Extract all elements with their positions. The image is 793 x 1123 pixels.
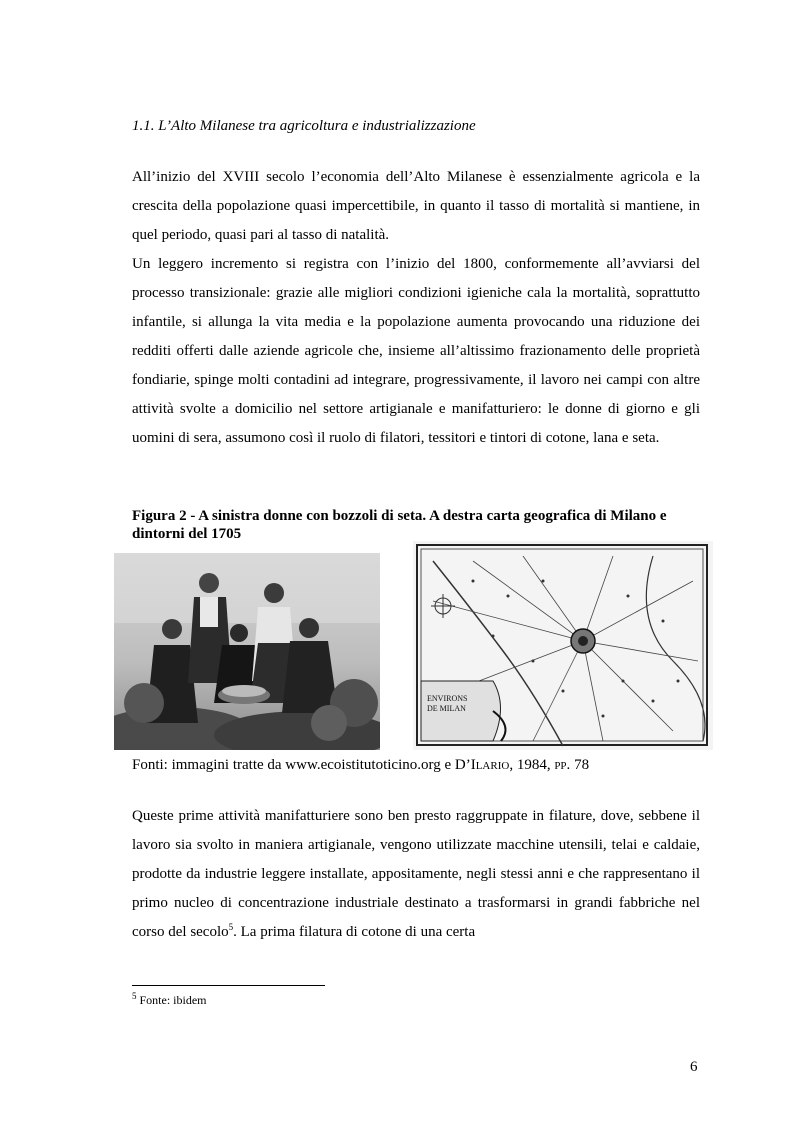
footnote (132, 992, 207, 1008)
sources-author: Ilario (470, 757, 510, 773)
footnote-text: Fonte: ibidem (136, 993, 207, 1007)
sources-page: 78 (570, 757, 590, 773)
photo-women-silk-cocoons (114, 553, 380, 750)
sources-pp: pp. (554, 757, 571, 773)
sources-prefix: Fonti: immagini tratte da www.ecoistitutoticino.org e D’ (132, 757, 471, 773)
footnote-ref[interactable]: 5 (228, 922, 234, 932)
paragraph-manufacturing-text-end: . La prima filatura di cotone di una certa (233, 924, 476, 940)
map-illustration (413, 541, 713, 750)
photo-illustration (114, 553, 380, 750)
footnote-number: 5 (132, 991, 137, 1001)
paragraph-transition: Un leggero incremento si registra con l’inizio del 1800, conformemente all’avviarsi del processo transizionale: grazie alle migliori condizioni igieniche cala la mortalità, soprattutto infantile, si allunga la vita media e la popolazione aumenta provocando una riduzione dei redditi offerti dalle aziende agricole che, insieme all’altissimo frazionamento delle proprietà fondiarie, spinge molti contadini ad integrare, progressivamente, il lavoro nei campi con altre attività svolte a domicilio nel settore artigianale e manifatturiero: le donne di giorno e gli uomini di sera, assumono così il ruolo di filatori, tessitori e tintori di cotone, lana e seta. (132, 256, 700, 446)
paragraph-manufacturing (132, 802, 700, 947)
sources-year: , 1984, (509, 757, 555, 773)
section-title: 1.1. L’Alto Milanese tra agricoltura e industrializzazione (132, 118, 476, 134)
figure-sources (132, 755, 712, 775)
figure-caption: Figura 2 - A sinistra donne con bozzoli di seta. A destra carta geografica di Milano e dintorni del 1705 (132, 508, 667, 542)
map-cartouche-line-2: DE MILAN (427, 704, 466, 713)
map-milan-1705 (413, 541, 713, 750)
page-number: 6 (690, 1059, 698, 1075)
map-cartouche-line-1: ENVIRONS (427, 694, 468, 703)
footnote-divider (132, 985, 325, 986)
paragraph-manufacturing-text: Queste prime attività manifatturiere sono ben presto raggruppate in filature, dove, sebbene il lavoro sia svolto in maniera artigianale, vengono utilizzate macchine utensili, telai e caldaie, prodotte da industrie leggere installate, appositamente, negli stessi anni e che rappresentano il primo nucleo di concentrazione industriale destinato a trasformarsi in grandi fabbriche nel corso del secolo (132, 808, 700, 940)
paragraph-intro: All’inizio del XVIII secolo l’economia dell’Alto Milanese è essenzialmente agricola e la crescita della popolazione quasi impercettibile, in quanto il tasso di mortalità si mantiene, in quel periodo, quasi pari al tasso di natalità. (132, 169, 700, 243)
